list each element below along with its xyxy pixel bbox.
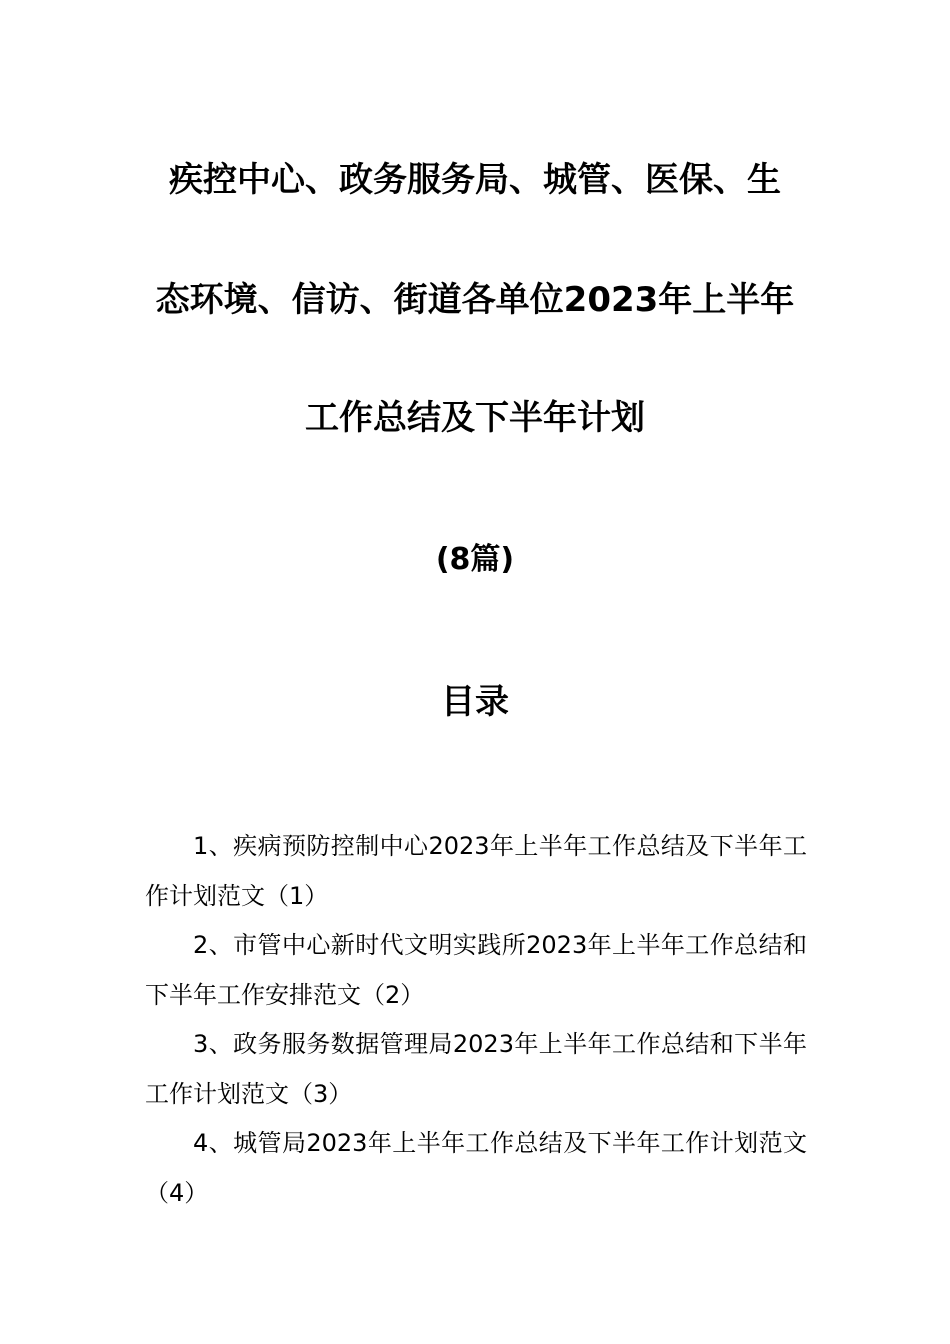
- toc-item-2[interactable]: 2、市管中心新时代文明实践所2023年上半年工作总结和下半年工作安排范文（2）: [145, 931, 807, 1009]
- document-title-line-2: 态环境、信访、街道各单位2023年上半年: [155, 280, 795, 320]
- document-title-line-3: 工作总结及下半年计划: [305, 398, 645, 438]
- article-count: (8篇): [435, 542, 515, 577]
- document-title-line-1: 疾控中心、政务服务局、城管、医保、生: [169, 160, 781, 200]
- toc-heading: 目录: [441, 682, 509, 722]
- toc-item-4[interactable]: 4、城管局2023年上半年工作总结及下半年工作计划范文（4）: [145, 1129, 807, 1207]
- toc-item-3[interactable]: 3、政务服务数据管理局2023年上半年工作总结和下半年工作计划范文（3）: [145, 1030, 807, 1108]
- toc-item-1[interactable]: 1、疾病预防控制中心2023年上半年工作总结及下半年工作计划范文（1）: [145, 832, 807, 910]
- table-of-contents: [145, 822, 807, 1218]
